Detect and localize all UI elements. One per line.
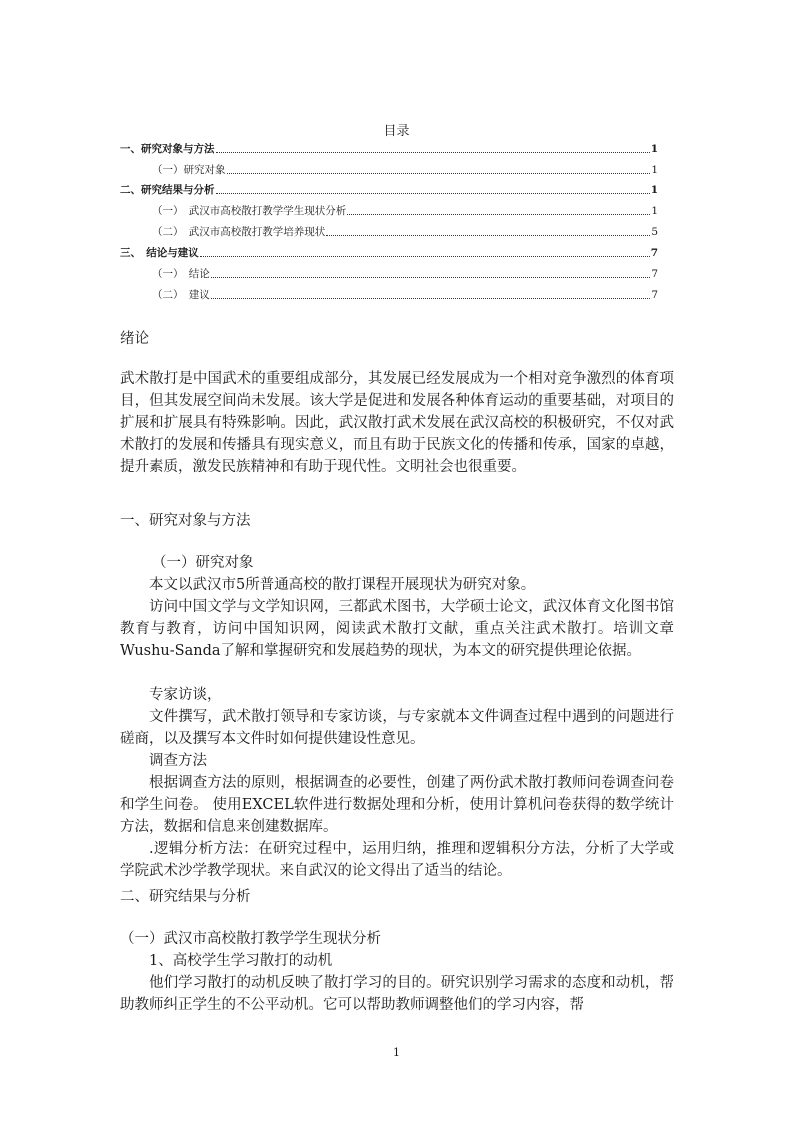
toc-leader-dots xyxy=(211,277,651,278)
toc-entry-label: 二、研究结果与分析 xyxy=(120,184,215,196)
toc-entry-label: 一、研究对象与方法 xyxy=(120,143,215,155)
toc-entry-label: 三、 结论与建议 xyxy=(120,247,199,259)
toc-entry[interactable] xyxy=(120,140,658,156)
section-1-paragraph-2: 访问中国文学与文学知识网，三都武术图书，大学硕士论文，武汉体育文化图书馆教育与教育，访问中国知识网，阅读武术散打文献，重点关注武术散打。培训文章Wushu-Sanda了解和掌握研究和发展趋势的现状，为本文的研究提供理论依据。 xyxy=(120,599,674,659)
toc-entry[interactable] xyxy=(152,223,658,239)
toc-entry-label: （一） 结论 xyxy=(152,268,210,280)
toc-leader-dots xyxy=(200,256,650,257)
toc-entry-label: （一）研究对象 xyxy=(152,164,226,176)
toc-leader-dots xyxy=(216,152,650,153)
section-1-heading: 一、研究对象与方法 xyxy=(120,513,251,529)
toc-entry-label: （二） 武汉市高校散打教学培养现状 xyxy=(152,226,326,238)
section-1-paragraph-3: 文件撰写，武术散打领导和专家访谈，与专家就本文件调查过程中遇到的问题进行磋商，以及撰写本文件时如何提供建设性意见。 xyxy=(120,709,674,747)
section-2-item-1: 1、高校学生学习散打的动机 xyxy=(149,953,333,969)
toc-entry-page: 1 xyxy=(650,184,658,196)
toc-entry[interactable] xyxy=(152,286,658,302)
intro-heading: 绪论 xyxy=(120,331,149,347)
toc-entry-page: 7 xyxy=(651,268,658,280)
section-1-subheading: （一）研究对象 xyxy=(152,555,254,571)
toc-entry-page: 7 xyxy=(651,289,658,301)
toc-entry[interactable] xyxy=(152,265,658,281)
section-2-paragraph-1: 他们学习散打的动机反映了散打学习的目的。研究识别学习需求的态度和动机，帮助教师纠正学生的不公平动机。它可以帮助教师调整他们的学习内容，帮 xyxy=(120,975,674,1013)
toc-leader-dots xyxy=(211,298,651,299)
page-number: 1 xyxy=(393,1046,400,1059)
toc-entry[interactable] xyxy=(152,202,658,218)
toc-entry-page: 1 xyxy=(651,205,658,217)
toc-leader-dots xyxy=(347,214,650,215)
toc-entry[interactable] xyxy=(120,181,658,197)
survey-method-label: 调查方法 xyxy=(149,753,207,769)
toc-entry-page: 5 xyxy=(651,226,658,238)
section-2-subheading: （一）武汉市高校散打教学学生现状分析 xyxy=(120,931,381,947)
section-1-paragraph-1: 本文以武汉市5所普通高校的散打课程开展现状为研究对象。 xyxy=(149,577,536,593)
toc-title: 目录 xyxy=(383,124,410,139)
toc-entry-page: 1 xyxy=(651,164,658,176)
toc-leader-dots xyxy=(326,235,650,236)
expert-interview-label: 专家访谈， xyxy=(149,687,222,703)
toc-entry[interactable] xyxy=(152,161,658,177)
toc-entry-label: （一） 武汉市高校散打教学学生现状分析 xyxy=(152,205,347,217)
toc-entry[interactable] xyxy=(120,244,658,260)
intro-paragraph: 武术散打是中国武术的重要组成部分，其发展已经发展成为一个相对竞争激烈的体育项目，但其发展空间尚未发展。该大学是促进和发展各种体育运动的重要基础，对项目的扩展和扩展具有特殊影响。因此，武汉散打武术发展在武汉高校的积极研究，不仅对武术散打的发展和传播具有现实意义，而且有助于民族文化的传播和传承，国家的卓越，提升素质，激发民族精神和有助于现代性。文明社会也很重要。 xyxy=(120,371,674,475)
toc-leader-dots xyxy=(227,173,651,174)
toc-entry-page: 7 xyxy=(650,247,658,259)
section-2-heading: 二、研究结果与分析 xyxy=(120,889,251,905)
section-1-paragraph-5: .逻辑分析方法：在研究过程中，运用归纳，推理和逻辑积分方法，分析了大学或学院武术沙学教学现状。来自武汉的论文得出了适当的结论。 xyxy=(120,841,674,879)
section-1-paragraph-4: 根据调查方法的原则，根据调查的必要性，创建了两份武术散打教师问卷调查问卷和学生问卷。 使用EXCEL软件进行数据处理和分析，使用计算机问卷获得的数学统计方法，数据和信息来创建数据库。 xyxy=(120,775,674,835)
toc-entry-page: 1 xyxy=(650,143,658,155)
toc-entry-label: （二） 建议 xyxy=(152,289,210,301)
toc-leader-dots xyxy=(216,193,650,194)
